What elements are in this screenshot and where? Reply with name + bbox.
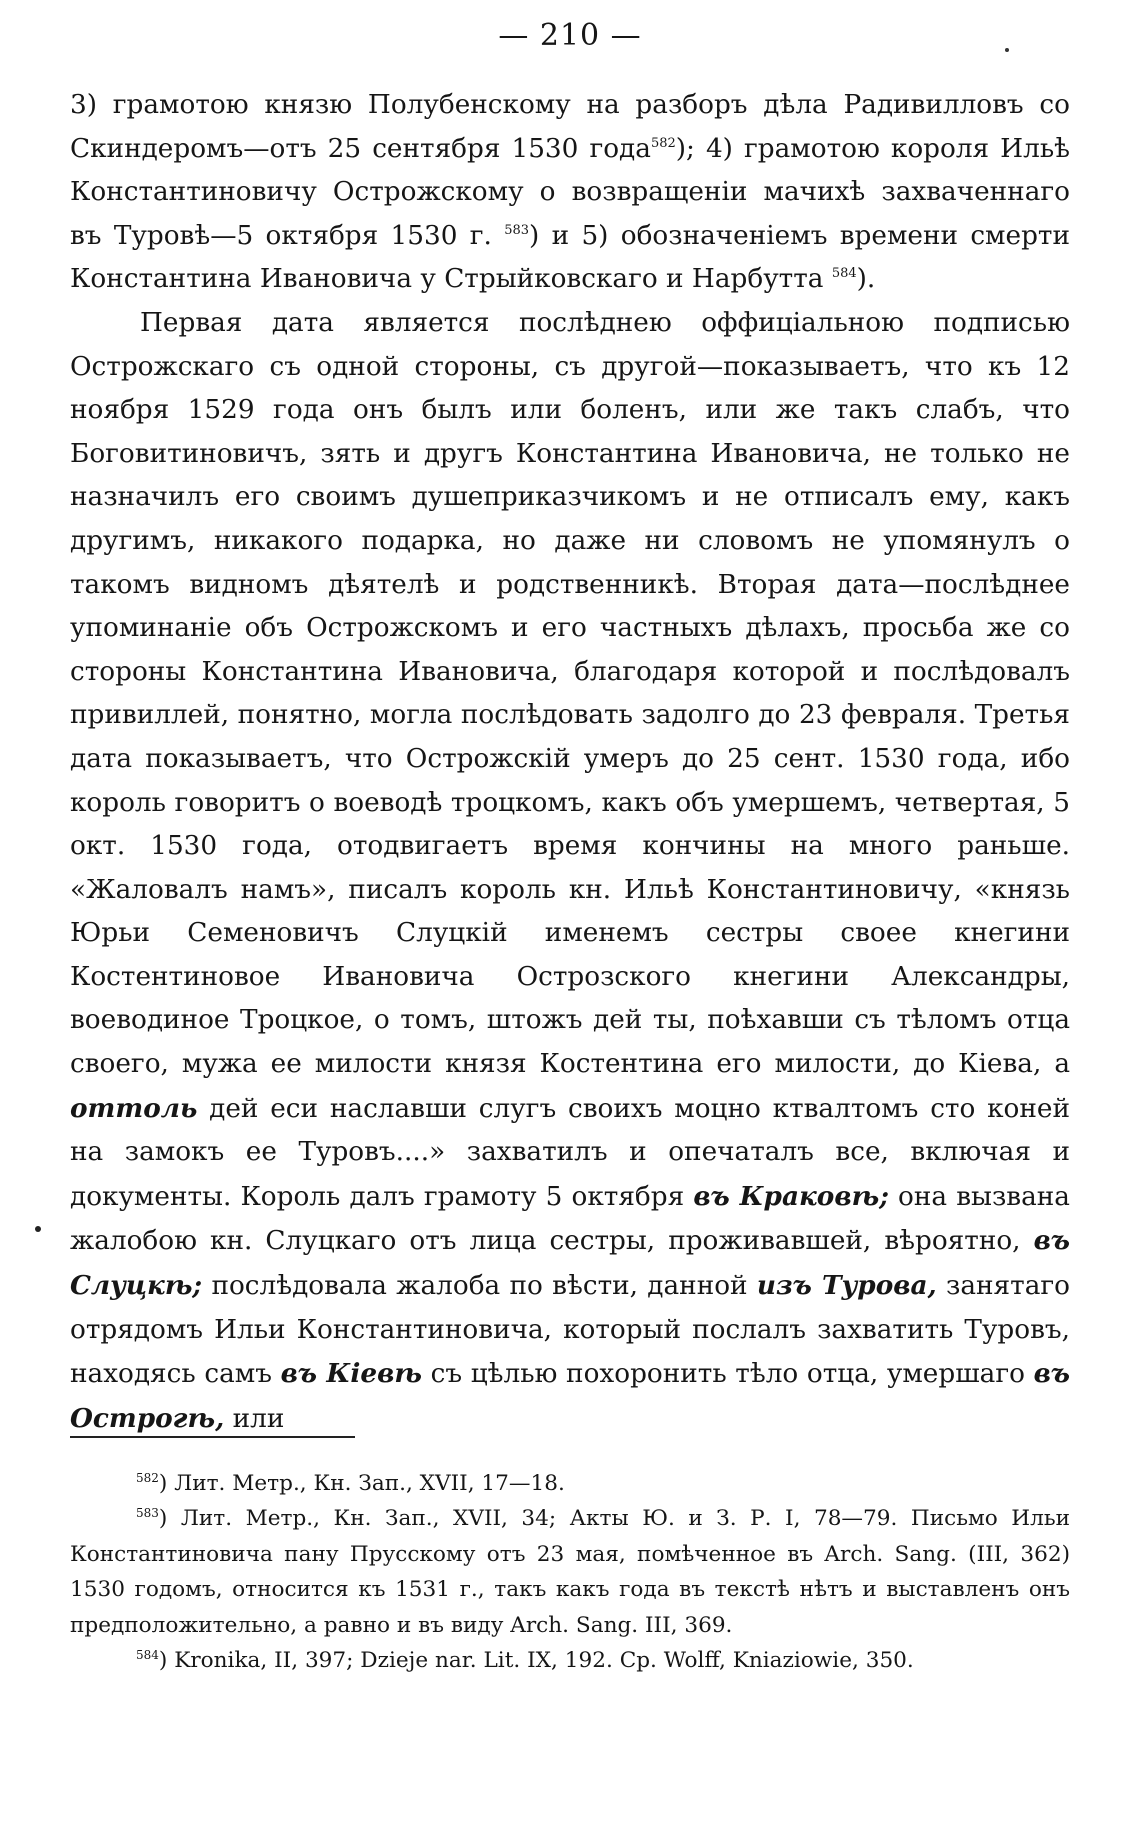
footnote-text: ) Лит. Метр., Кн. Зап., XVII, 34; Акты Ю. и З. Р. I, 78—79. Письмо Ильи Константиновича пану Прусскому отъ 23 мая, помѣченное въ Arch. Sang. (III, 362) 1530 годомъ, относится къ 1531 г., такъ какъ года въ текстѣ нѣтъ и выставленъ онъ предположительно, а равно и въ виду Arch. Sang. III, 369. bbox=[70, 1506, 1070, 1638]
text-run: занятаго отрядомъ Ильи Константиновича, который послалъ захватить Туровъ, находясь самъ bbox=[70, 1271, 1070, 1390]
footnote-582 bbox=[70, 1466, 1070, 1501]
footnote-ref-582[interactable]: 582 bbox=[650, 135, 676, 151]
footnote-text: ) Kronika, II, 397; Dzieje nar. Lit. IX, 192. Ср. Wolff, Kniaziowie, 350. bbox=[158, 1648, 914, 1674]
footnote-text: ) Лит. Метр., Кн. Зап., XVII, 17—18. bbox=[158, 1471, 565, 1496]
emphasis-krakow: въ Краковѣ; bbox=[693, 1180, 889, 1212]
footnote-583 bbox=[70, 1501, 1070, 1643]
footnote-mark: 582 bbox=[136, 1470, 159, 1485]
paragraph-dates bbox=[70, 302, 1070, 1441]
emphasis-turov: изъ Турова, bbox=[756, 1270, 937, 1302]
footnote-mark: 583 bbox=[136, 1506, 159, 1521]
footnote-mark: 584 bbox=[136, 1647, 159, 1662]
emphasis-ottol: оттоль bbox=[70, 1092, 198, 1124]
text-run: ); 4) грамотою короля Ильѣ Константиновичу Острожскому о возвращеніи мачихѣ захваченнаго въ Туровѣ—5 октября 1530 г. bbox=[70, 133, 1070, 251]
text-run: послѣдовала жалоба по вѣсти, данной bbox=[202, 1271, 757, 1302]
page-number: — 210 — bbox=[498, 18, 642, 53]
print-speck bbox=[1005, 48, 1009, 52]
emphasis-ostrog: въ Острогѣ, bbox=[70, 1358, 1070, 1434]
paragraph-sources bbox=[70, 84, 1070, 302]
emphasis-slutsk: въ Слуцкѣ; bbox=[70, 1225, 1070, 1302]
text-run: дей еси наславши слугъ своихъ моцно ктвалтомъ сто коней на замокъ ее Туровъ....» захватилъ и опечаталъ все, включая и документы. Король далъ грамоту 5 октября bbox=[70, 1093, 1070, 1212]
margin-mark bbox=[35, 1226, 41, 1232]
text-run: 3) грамотою князю Полубенскому на разборъ дѣла Радивилловъ со Скиндеромъ—отъ 25 сентября 1530 года bbox=[70, 90, 1070, 164]
footnote-584 bbox=[70, 1643, 1070, 1678]
text-run: Первая дата является послѣднею оффиціальною подписью Острожскаго съ одной стороны, съ другой—показываетъ, что къ 12 ноября 1529 года онъ былъ или боленъ, или же такъ слабъ, что Боговитиновичъ, зять и другъ Константина Ивановича, не только не назначилъ его своимъ душеприказчикомъ и не отписалъ ему, какъ другимъ, никакого подарка, но даже ни словомъ не упомянулъ о такомъ видномъ дѣятелѣ и родственникѣ. Вторая дата—послѣднее упоминаніе объ Острожскомъ и его частныхъ дѣлахъ, просьба же со стороны Константина Ивановича, благодаря которой и послѣдовалъ привиллей, понятно, могла послѣдовать задолго до 23 февраля. Третья дата показываетъ, что Острожскій умеръ до 25 сент. 1530 года, ибо король говоритъ о воеводѣ троцкомъ, какъ объ умершемъ, четвертая, 5 окт. 1530 года, отодвигаетъ время кончины на много раньше. «Жаловалъ намъ», писалъ король кн. Ильѣ Константиновичу, «князь Юрьи Семеновичъ Слуцкій именемъ сестры своее кнегини Костентиновое Ивановича Острозского кнегини Александры, воеводиное Троцкое, о томъ, штожъ дей ты, поѣхавши съ тѣломъ отца своего, мужа ее милости князя Костентина его милости, до Кіева, а bbox=[70, 307, 1070, 1080]
main-text bbox=[70, 84, 1070, 1441]
emphasis-kiev: въ Кіевѣ bbox=[280, 1358, 422, 1390]
text-run: ) и 5) обозначеніемъ времени смерти Константина Ивановича у Стрыйковскаго и Нарбутта bbox=[70, 220, 1070, 295]
footnotes bbox=[70, 1466, 1070, 1678]
footnote-ref-583[interactable]: 583 bbox=[504, 223, 530, 239]
text-run: ). bbox=[856, 264, 876, 295]
text-run: она вызвана жалобою кн. Слуцкаго отъ лица сестры, проживавшей, вѣроятно, bbox=[70, 1181, 1070, 1257]
footnote-divider bbox=[70, 1436, 355, 1438]
footnote-ref-584[interactable]: 584 bbox=[831, 266, 857, 282]
text-run: съ цѣлью похоронить тѣло отца, умершаго bbox=[421, 1359, 1034, 1390]
text-run: или bbox=[224, 1403, 285, 1434]
